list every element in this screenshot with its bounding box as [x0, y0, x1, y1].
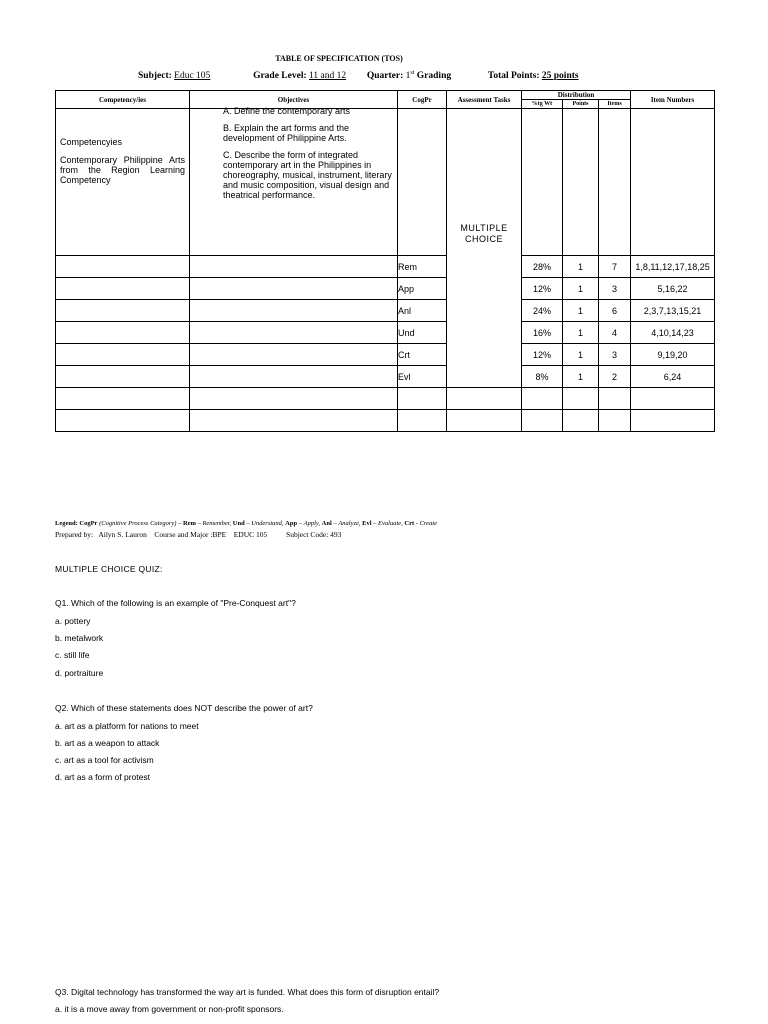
- cogpr-cell: [398, 109, 447, 256]
- question-2: Q2. Which of these statements does NOT describe the power of art?: [55, 703, 313, 713]
- legend-crt-desc: Create: [419, 520, 438, 527]
- pct-cell: 12%: [522, 344, 563, 366]
- legend-anl-desc: Analyze,: [338, 520, 361, 527]
- subject-label: Subject:: [138, 71, 172, 82]
- question-3-option-a: a. it is a move away from government or non-profit sponsors.: [55, 1004, 284, 1014]
- objective-a: A. Define the contemporary arts: [223, 106, 351, 116]
- table-row: [56, 300, 715, 322]
- quarter-label: Quarter:: [366, 71, 404, 82]
- header-items: Items: [599, 100, 631, 109]
- table-row: [56, 256, 715, 278]
- items-cell: 3: [599, 344, 631, 366]
- header-pct: %tg Wt: [522, 100, 563, 109]
- legend-evl: Evl: [362, 520, 372, 527]
- tos-table: [55, 90, 715, 432]
- cogpr-cell: Crt: [398, 344, 447, 366]
- points-label: Total Points:: [487, 71, 540, 82]
- table-row: [56, 278, 715, 300]
- question-3: Q3. Digital technology has transformed the way art is funded. What does this form of disruption entail?: [55, 987, 440, 997]
- items-cell: 7: [599, 256, 631, 278]
- quarter-number: 1: [405, 71, 411, 82]
- table-row: [56, 388, 715, 410]
- document-meta: [138, 70, 579, 81]
- question-2-option-b: b. art as a weapon to attack: [55, 738, 160, 748]
- items-cell: 3: [599, 278, 631, 300]
- legend-evl-desc: Evaluate,: [378, 520, 403, 527]
- cogpr-cell: App: [398, 278, 447, 300]
- item-numbers-cell: [631, 109, 715, 256]
- header-distribution: Distribution: [522, 91, 631, 100]
- cogpr-cell: Rem: [398, 256, 447, 278]
- subject-value: Educ 105: [174, 71, 211, 82]
- pct-cell: 8%: [522, 366, 563, 388]
- header-objectives: Objectives: [190, 91, 398, 109]
- item-numbers-cell: 2,3,7,13,15,21: [631, 300, 715, 322]
- points-cell: 1: [563, 344, 599, 366]
- document-title: TABLE OF SPECIFICATION (TOS): [275, 54, 403, 63]
- question-1-option-d: d. portraiture: [55, 668, 104, 678]
- grade-label: Grade Level:: [253, 71, 307, 82]
- legend-app-desc: Apply,: [303, 520, 321, 527]
- table-row: [56, 410, 715, 432]
- item-numbers-cell: 6,24: [631, 366, 715, 388]
- question-2-option-d: d. art as a form of protest: [55, 772, 150, 782]
- header-cogpr: CogPr: [398, 91, 447, 109]
- question-1-option-c: c. still life: [55, 650, 90, 660]
- legend-rem: Rem: [182, 520, 196, 527]
- pct-cell: [522, 109, 563, 256]
- cogpr-cell: Anl: [398, 300, 447, 322]
- task-line-1: MULTIPLE: [460, 223, 508, 233]
- competency-cell: [56, 109, 190, 256]
- legend-und: Und: [232, 520, 245, 527]
- points-cell: [563, 109, 599, 256]
- legend-crt: Crt: [404, 520, 415, 527]
- items-cell: 2: [599, 366, 631, 388]
- legend-category: (Cognitive Process Category): [99, 520, 177, 527]
- quarter-suffix: st: [410, 70, 415, 76]
- header-points: Points: [563, 100, 599, 109]
- competency-desc: Contemporary Philippine Arts from the Region Learning Competency: [60, 155, 185, 185]
- question-1-option-b: b. metalwork: [55, 633, 104, 643]
- question-2-option-a: a. art as a platform for nations to meet: [55, 721, 199, 731]
- pct-cell: 24%: [522, 300, 563, 322]
- pct-cell: 28%: [522, 256, 563, 278]
- items-cell: [599, 109, 631, 256]
- item-numbers-cell: 9,19,20: [631, 344, 715, 366]
- task-line-2: CHOICE: [464, 234, 503, 244]
- item-numbers-cell: 1,8,11,12,17,18,25: [631, 256, 715, 278]
- quiz-title: MULTIPLE CHOICE QUIZ:: [55, 564, 163, 574]
- grade-value: 11 and 12: [309, 71, 347, 82]
- quarter-value: Grading: [414, 71, 452, 82]
- question-1: Q1. Which of the following is an example of "Pre-Conquest art"?: [55, 598, 296, 608]
- points-cell: 1: [563, 278, 599, 300]
- pct-cell: 16%: [522, 322, 563, 344]
- items-cell: 6: [599, 300, 631, 322]
- header-tasks: Assessment Tasks: [447, 91, 522, 109]
- objectives-cell: [190, 106, 398, 256]
- points-cell: 1: [563, 256, 599, 278]
- legend: Legend: CogPr (Cognitive Process Category) – Rem – Remember, Und – Understand, App – Apply, Anl – Analyze, Evl – Evaluate, Crt - Create: [55, 520, 438, 527]
- legend-anl: Anl: [321, 520, 332, 527]
- items-cell: 4: [599, 322, 631, 344]
- header-competency: Competency/ies: [56, 91, 190, 109]
- pct-cell: 12%: [522, 278, 563, 300]
- points-value: 25 points: [541, 71, 579, 82]
- legend-rem-desc: Remember,: [202, 520, 232, 527]
- points-cell: 1: [563, 366, 599, 388]
- cogpr-cell: Evl: [398, 366, 447, 388]
- table-row: [56, 109, 715, 256]
- item-numbers-cell: 4,10,14,23: [631, 322, 715, 344]
- objective-c: C. Describe the form of integrated contemporary art in the Philippines in choreography, musical, instrument, literary and music composition, visual design and theatrical performance.: [223, 150, 392, 200]
- cogpr-cell: Und: [398, 322, 447, 344]
- question-2-option-c: c. art as a tool for activism: [55, 755, 154, 765]
- points-cell: 1: [563, 322, 599, 344]
- table-row: [56, 344, 715, 366]
- item-numbers-cell: 5,16,22: [631, 278, 715, 300]
- legend-und-desc: Understand,: [251, 520, 284, 527]
- points-cell: 1: [563, 300, 599, 322]
- competency-title: Competencyies: [60, 137, 123, 147]
- table-header-row: [56, 91, 715, 100]
- table-row: [56, 366, 715, 388]
- assessment-task-cell: [447, 109, 522, 388]
- legend-app: App: [285, 520, 298, 527]
- prepared-by: Prepared by: Ailyn S. Lauron Course and Major :BPE EDUC 105 Subject Code: 493: [55, 530, 342, 539]
- header-item-numbers: Item Numbers: [631, 91, 715, 109]
- table-row: [56, 322, 715, 344]
- objective-b: B. Explain the art forms and the development of Philippine Arts.: [223, 123, 350, 143]
- legend-label: Legend: CogPr: [55, 520, 98, 527]
- question-1-option-a: a. pottery: [55, 616, 91, 626]
